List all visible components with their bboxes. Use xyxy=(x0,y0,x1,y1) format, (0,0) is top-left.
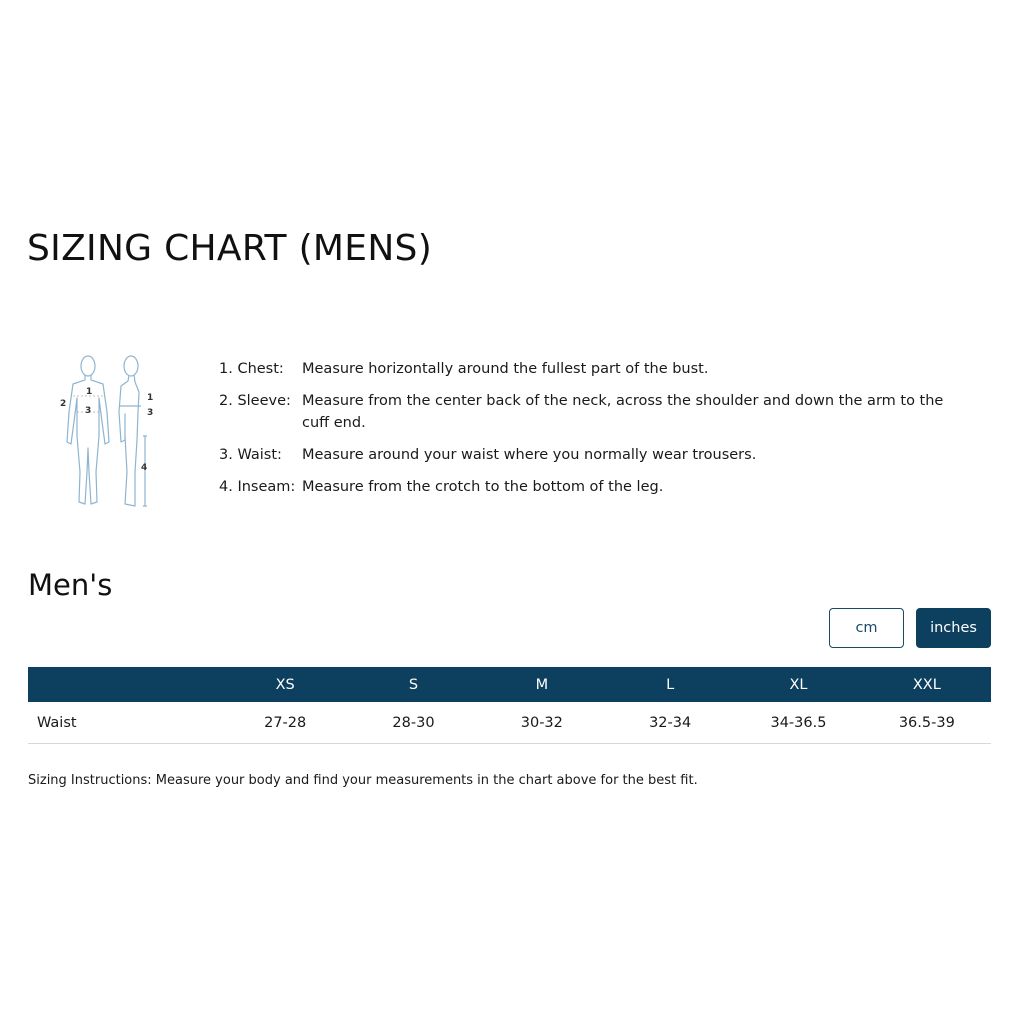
table-cell: 28-30 xyxy=(349,702,477,744)
size-table xyxy=(28,667,991,744)
figure-label-3: 3 xyxy=(85,406,92,416)
table-cell: 30-32 xyxy=(478,702,606,744)
sizing-instructions-note: Sizing Instructions: Measure your body and find your measurements in the chart above for the best fit. xyxy=(28,773,698,788)
figure-label-2: 2 xyxy=(60,399,67,409)
instruction-inseam xyxy=(219,476,949,498)
body-measurement-diagram-icon xyxy=(55,352,155,512)
instruction-chest xyxy=(219,358,949,380)
figure-label-3-side: 3 xyxy=(147,408,154,418)
table-header-s: S xyxy=(408,676,419,693)
instruction-text: Measure from the center back of the neck, across the shoulder and down the arm to the cuff end. xyxy=(302,393,944,431)
instruction-label: 2. Sleeve: xyxy=(219,393,291,409)
unit-inches-button[interactable]: inches xyxy=(916,608,991,648)
table-cell: 34-36.5 xyxy=(734,702,862,744)
figure-label-1: 1 xyxy=(86,387,93,397)
table-row-label: Waist xyxy=(28,702,221,744)
table-header-xl: XL xyxy=(789,676,808,693)
figure-label-4: 4 xyxy=(141,463,148,473)
instruction-waist xyxy=(219,444,949,466)
page-title: SIZING CHART (MENS) xyxy=(27,228,433,269)
instruction-text: Measure horizontally around the fullest part of the bust. xyxy=(302,361,709,377)
table-header-blank xyxy=(28,667,221,702)
table-cell: 27-28 xyxy=(221,702,349,744)
table-row xyxy=(28,702,991,744)
table-cell: 32-34 xyxy=(606,702,734,744)
table-header-xs: XS xyxy=(275,676,295,693)
instruction-text: Measure from the crotch to the bottom of the leg. xyxy=(302,479,664,495)
table-header-m: M xyxy=(535,676,549,693)
measurement-instructions xyxy=(219,358,949,508)
instruction-sleeve xyxy=(219,390,949,434)
table-header-row xyxy=(28,667,991,702)
table-header-xxl: XXL xyxy=(912,676,941,693)
table-header-l: L xyxy=(666,676,675,693)
instruction-label: 4. Inseam: xyxy=(219,479,296,495)
section-title: Men's xyxy=(28,568,113,602)
instruction-text: Measure around your waist where you normally wear trousers. xyxy=(302,447,757,463)
figure-label-1-side: 1 xyxy=(147,393,154,403)
instruction-label: 3. Waist: xyxy=(219,447,282,463)
unit-cm-button[interactable]: cm xyxy=(829,608,904,648)
instruction-label: 1. Chest: xyxy=(219,361,284,377)
table-cell: 36.5-39 xyxy=(863,702,991,744)
